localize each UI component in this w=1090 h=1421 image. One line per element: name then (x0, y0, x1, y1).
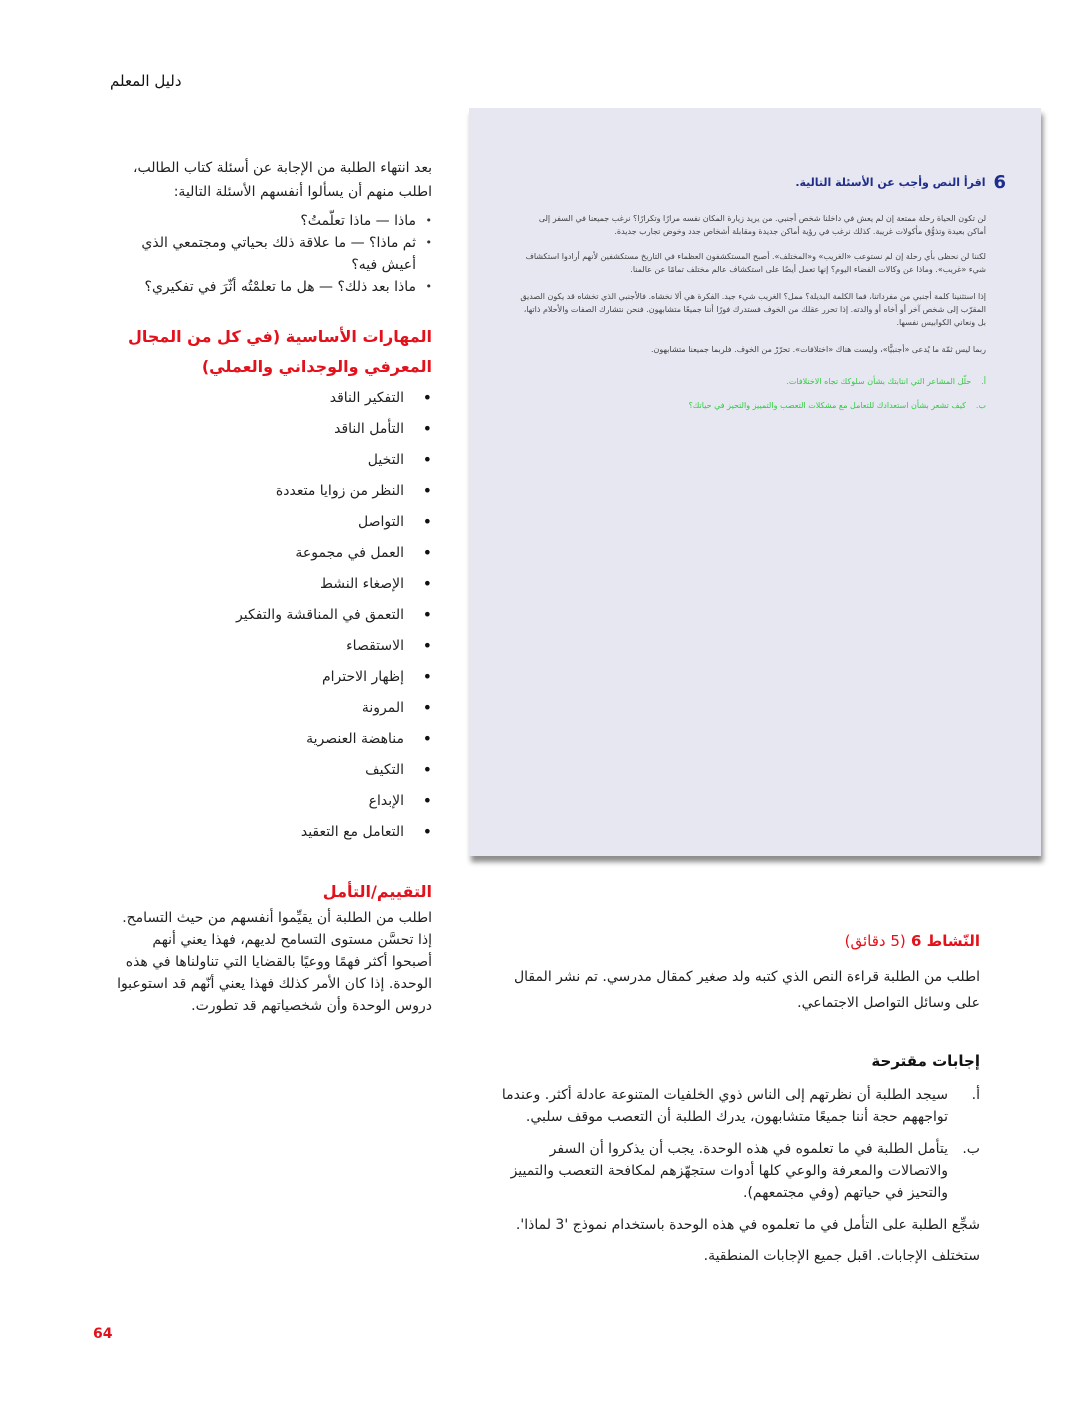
skill-item: • التعامل مع التعقيد (112, 822, 432, 853)
passage-paragraph: ربما ليس ثمّة ما يُدعى «أجنبيًّا»، وليست هناك «اختلافات». تحرّرْ من الخوف. فلربما جميعنا متشابهون. (650, 345, 986, 354)
skills-list (112, 388, 432, 853)
question-text: كيف تشعر بشأن استعدادك للتعامل مع مشكلات التعصب والتمييز والتحيز في حياتك؟ (688, 401, 966, 410)
answers-note: ستختلف الإجابات. اقبل جميع الإجابات المنطقية. (703, 1248, 980, 1264)
exercise-question (689, 401, 986, 410)
answer-letter: أ. (971, 1087, 980, 1103)
answers-note: شجِّع الطلبة على التأمل في ما تعلموه في هذه الوحدة باستخدام نموذج '3 لماذا'. (515, 1217, 980, 1233)
answer-text: سيجد الطلبة أن نظرتهم إلى الناس ذوي الخلفيات المتنوعة عادلة أكثر. وعندما تواجههم حجة أننا جميعًا متشابهون، يدرك الطلبة أن التعصب موقف سلبي. (501, 1087, 948, 1125)
skill-item: • التخيل (112, 450, 432, 481)
skill-item: • التكيف (112, 760, 432, 791)
passage-paragraph: إذا استثنينا كلمة أجنبي من مفرداتنا، فما الكلمة البديلة؟ ممل؟ الغريب شيء جيد. الفكرة هي ألا نخشاه. فالأجنبي الذي تخشاه قد يكون الصديق المقرّب إلى شخص آخر أو أخاه أو والدته. إذا تحرر عقلك من الخوف فستدرك فورًا أننا جميعًا متشابهون. فنحن نتشارك الصفات والأحلام ذاتها، بل ونعاني الكوابيس نفسها. (520, 292, 986, 327)
activity-text: اطلب من الطلبة قراءة النص الذي كتبه ولد صغير كمقال مدرسي. تم نشر المقال على وسائل التواصل الاجتماعي. (513, 969, 980, 1011)
eval-text: اطلب من الطلبة أن يقيِّموا أنفسهم من حيث التسامح. إذا تحسَّن مستوى التسامح لديهم، فهذا يعني أنهم أصبحوا أكثر فهمًا ووعيًا بالقضايا التي تناولناها في هذه الوحدة. إذا كان الأمر كذلك فهذا يعني أنّهم قد استوعبوا دروس الوحدة وأن شخصياتهم قد تطورت. (117, 910, 432, 1014)
reflection-question: • ماذا بعد ذلك؟ — هل ما تعلمْتُه أثّرَ في تفكيري؟ (112, 276, 432, 298)
skill-item: • الإصغاء النشط (112, 574, 432, 605)
answer-letter: ب. (962, 1141, 980, 1157)
skill-item: • النظر من زوايا متعددة (112, 481, 432, 512)
activity-title: النّشاط 6 (910, 932, 980, 950)
skill-item: • التأمل الناقد (112, 419, 432, 450)
exercise-6-header (795, 172, 1006, 193)
exercise-title: اقرأ النص وأجب عن الأسئلة التالية. (795, 176, 986, 189)
skill-item: • التفكير الناقد (112, 388, 432, 419)
skill-item: • المرونة (112, 698, 432, 729)
skill-item: • إظهار الاحترام (112, 667, 432, 698)
answer-item (490, 1138, 980, 1204)
skills-heading: المهارات الأساسية (في كل من المجال المعرفي والوجداني والعملي) (127, 327, 432, 376)
reflection-intro: بعد انتهاء الطلبة من الإجابة عن أسئلة كتاب الطالب، اطلب منهم أن يسألوا أنفسهم الأسئلة التالية: (132, 160, 432, 200)
question-letter: أ. (981, 377, 986, 386)
page-number: 64 (93, 1326, 113, 1342)
left-column (112, 156, 432, 1017)
skill-item: • التعمق في المناقشة والتفكير (112, 605, 432, 636)
question-text: حلّل المشاعر التي انتابتك بشأن سلوكك تجاه الاختلافات. (786, 377, 972, 386)
answer-item (490, 1084, 980, 1128)
reflection-questions (112, 210, 432, 298)
skill-item: • العمل في مجموعة (112, 543, 432, 574)
answer-text: يتأمل الطلبة في ما تعلموه في هذه الوحدة. يجب أن يذكروا أن السفر والاتصالات والمعرفة والوعي كلها أدوات ستجهّزهم لمكافحة التعصب والتمييز والتحيز في حياتهم (وفي مجتمعهم). (510, 1141, 948, 1201)
skill-item: • الاستقصاء (112, 636, 432, 667)
activity-heading (845, 932, 980, 950)
skill-item: • التواصل (112, 512, 432, 543)
activity-duration: (5 دقائق) (844, 932, 906, 950)
skill-item: • مناهضة العنصرية (112, 729, 432, 760)
exercise-number: 6 (993, 172, 1006, 193)
reflection-question: • ماذا — ماذا تعلّمتُ؟ (112, 210, 432, 232)
exercise-question (786, 377, 986, 386)
answers-heading: إجابات مقترحة (871, 1052, 980, 1070)
skill-item: • الإبداع (112, 791, 432, 822)
question-letter: ب. (975, 401, 986, 410)
eval-heading: التقييم/التأمل (322, 882, 432, 901)
reflection-question: • ثم ماذا؟ — ما علاقة ذلك بحياتي ومجتمعي الذي أعيش فيه؟ (112, 232, 432, 276)
header-title: دليل المعلم (110, 72, 182, 90)
passage-paragraph: لكننا لن نحظى بأي رحلة إن لم نستوعب «الغريب» و«المختلف». أصبح المستكشفون العظماء في التاريخ مستكشفين لأنهم أرادوا استكشاف شيء «غريب». وماذا عن وكالات الفضاء اليوم؟ إنها تعمل أيضًا على استكشاف عالم مختلف تمامًا عن عالمنا. (525, 252, 986, 274)
passage-paragraph: لن تكون الحياة رحلة ممتعة إن لم يعش في داخلنا شخص أجنبي. من يريد زيارة المكان نفسه مرارًا وتكرارًا؟ نرغب جميعنا في السفر إلى أماكن بعيدة وتذوُّق مأكولات غريبة. كذلك نرغب في رؤية أماكن جديدة ومقابلة أشخاص جدد وخوض تجارب جديدة. (538, 214, 986, 236)
